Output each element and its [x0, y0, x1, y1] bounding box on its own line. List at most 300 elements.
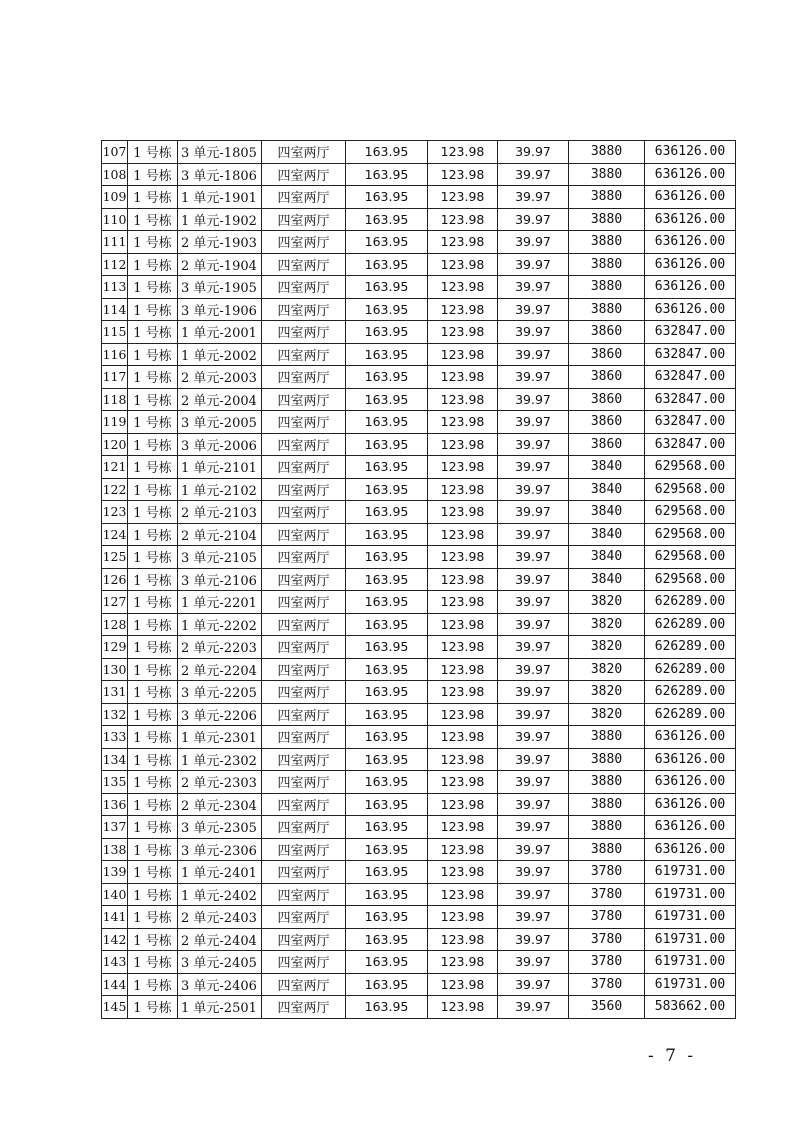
total-area-cell: 163.95 [346, 613, 428, 636]
total-price-cell: 619731.00 [645, 861, 736, 884]
inner-area-cell: 123.98 [428, 366, 498, 389]
total-area-cell: 163.95 [346, 726, 428, 749]
total-area-cell: 163.95 [346, 636, 428, 659]
building-cell: 1 号栋 [128, 141, 178, 164]
table-row [102, 366, 736, 389]
building-cell: 1 号栋 [128, 681, 178, 704]
total-price-cell: 629568.00 [645, 501, 736, 524]
shared-area-cell: 39.97 [498, 703, 569, 726]
building-cell: 1 号栋 [128, 411, 178, 434]
inner-area-cell: 123.98 [428, 816, 498, 839]
unit-price-cell: 3820 [569, 703, 645, 726]
building-cell: 1 号栋 [128, 726, 178, 749]
building-cell: 1 号栋 [128, 906, 178, 929]
total-area-cell: 163.95 [346, 883, 428, 906]
unit-price-cell: 3880 [569, 253, 645, 276]
table-row [102, 861, 736, 884]
table-row [102, 253, 736, 276]
inner-area-cell: 123.98 [428, 231, 498, 254]
table-row [102, 838, 736, 861]
row-number-cell: 130 [102, 658, 128, 681]
inner-area-cell: 123.98 [428, 613, 498, 636]
table-row [102, 501, 736, 524]
shared-area-cell: 39.97 [498, 163, 569, 186]
row-number-cell: 131 [102, 681, 128, 704]
building-cell: 1 号栋 [128, 186, 178, 209]
building-cell: 1 号栋 [128, 771, 178, 794]
shared-area-cell: 39.97 [498, 298, 569, 321]
total-price-cell: 583662.00 [645, 996, 736, 1019]
row-number-cell: 117 [102, 366, 128, 389]
row-number-cell: 115 [102, 321, 128, 344]
unit-price-cell: 3880 [569, 748, 645, 771]
building-cell: 1 号栋 [128, 816, 178, 839]
total-price-cell: 626289.00 [645, 636, 736, 659]
layout-cell: 四室两厅 [262, 253, 346, 276]
layout-cell: 四室两厅 [262, 996, 346, 1019]
layout-cell: 四室两厅 [262, 141, 346, 164]
inner-area-cell: 123.98 [428, 658, 498, 681]
total-price-cell: 629568.00 [645, 456, 736, 479]
total-price-cell: 619731.00 [645, 928, 736, 951]
row-number-cell: 133 [102, 726, 128, 749]
total-area-cell: 163.95 [346, 591, 428, 614]
layout-cell: 四室两厅 [262, 613, 346, 636]
row-number-cell: 107 [102, 141, 128, 164]
layout-cell: 四室两厅 [262, 546, 346, 569]
inner-area-cell: 123.98 [428, 433, 498, 456]
unit-room-cell: 2 单元-2003 [178, 366, 262, 389]
inner-area-cell: 123.98 [428, 681, 498, 704]
table-row [102, 208, 736, 231]
unit-room-cell: 2 单元-2304 [178, 793, 262, 816]
total-area-cell: 163.95 [346, 163, 428, 186]
unit-room-cell: 1 单元-2401 [178, 861, 262, 884]
shared-area-cell: 39.97 [498, 523, 569, 546]
building-cell: 1 号栋 [128, 501, 178, 524]
table-row [102, 613, 736, 636]
total-area-cell: 163.95 [346, 816, 428, 839]
total-area-cell: 163.95 [346, 793, 428, 816]
total-price-cell: 636126.00 [645, 748, 736, 771]
row-number-cell: 109 [102, 186, 128, 209]
layout-cell: 四室两厅 [262, 838, 346, 861]
unit-room-cell: 3 单元-2205 [178, 681, 262, 704]
row-number-cell: 125 [102, 546, 128, 569]
inner-area-cell: 123.98 [428, 321, 498, 344]
unit-room-cell: 1 单元-2402 [178, 883, 262, 906]
layout-cell: 四室两厅 [262, 478, 346, 501]
building-cell: 1 号栋 [128, 883, 178, 906]
total-area-cell: 163.95 [346, 411, 428, 434]
layout-cell: 四室两厅 [262, 636, 346, 659]
row-number-cell: 135 [102, 771, 128, 794]
inner-area-cell: 123.98 [428, 141, 498, 164]
total-price-cell: 632847.00 [645, 411, 736, 434]
unit-room-cell: 1 单元-2201 [178, 591, 262, 614]
total-price-cell: 626289.00 [645, 703, 736, 726]
total-area-cell: 163.95 [346, 568, 428, 591]
row-number-cell: 120 [102, 433, 128, 456]
unit-room-cell: 3 单元-2306 [178, 838, 262, 861]
inner-area-cell: 123.98 [428, 838, 498, 861]
total-area-cell: 163.95 [346, 186, 428, 209]
row-number-cell: 124 [102, 523, 128, 546]
shared-area-cell: 39.97 [498, 793, 569, 816]
layout-cell: 四室两厅 [262, 276, 346, 299]
total-price-cell: 636126.00 [645, 298, 736, 321]
row-number-cell: 108 [102, 163, 128, 186]
table-row [102, 523, 736, 546]
unit-room-cell: 3 单元-1806 [178, 163, 262, 186]
total-area-cell: 163.95 [346, 388, 428, 411]
inner-area-cell: 123.98 [428, 276, 498, 299]
row-number-cell: 136 [102, 793, 128, 816]
unit-room-cell: 1 单元-2301 [178, 726, 262, 749]
table-row [102, 928, 736, 951]
inner-area-cell: 123.98 [428, 636, 498, 659]
unit-room-cell: 1 单元-1902 [178, 208, 262, 231]
inner-area-cell: 123.98 [428, 478, 498, 501]
unit-price-cell: 3780 [569, 951, 645, 974]
unit-room-cell: 3 单元-2105 [178, 546, 262, 569]
shared-area-cell: 39.97 [498, 186, 569, 209]
total-price-cell: 626289.00 [645, 658, 736, 681]
shared-area-cell: 39.97 [498, 906, 569, 929]
total-area-cell: 163.95 [346, 343, 428, 366]
table-row [102, 816, 736, 839]
unit-room-cell: 1 单元-2101 [178, 456, 262, 479]
building-cell: 1 号栋 [128, 636, 178, 659]
layout-cell: 四室两厅 [262, 883, 346, 906]
building-cell: 1 号栋 [128, 208, 178, 231]
layout-cell: 四室两厅 [262, 816, 346, 839]
layout-cell: 四室两厅 [262, 163, 346, 186]
inner-area-cell: 123.98 [428, 951, 498, 974]
building-cell: 1 号栋 [128, 253, 178, 276]
layout-cell: 四室两厅 [262, 973, 346, 996]
shared-area-cell: 39.97 [498, 861, 569, 884]
unit-price-cell: 3860 [569, 343, 645, 366]
unit-room-cell: 2 单元-2303 [178, 771, 262, 794]
shared-area-cell: 39.97 [498, 343, 569, 366]
row-number-cell: 127 [102, 591, 128, 614]
table-row [102, 996, 736, 1019]
layout-cell: 四室两厅 [262, 433, 346, 456]
total-area-cell: 163.95 [346, 973, 428, 996]
shared-area-cell: 39.97 [498, 501, 569, 524]
unit-price-cell: 3860 [569, 321, 645, 344]
unit-room-cell: 3 单元-2106 [178, 568, 262, 591]
layout-cell: 四室两厅 [262, 343, 346, 366]
row-number-cell: 126 [102, 568, 128, 591]
total-price-cell: 636126.00 [645, 816, 736, 839]
unit-price-cell: 3820 [569, 681, 645, 704]
total-area-cell: 163.95 [346, 523, 428, 546]
table-row [102, 793, 736, 816]
building-cell: 1 号栋 [128, 343, 178, 366]
inner-area-cell: 123.98 [428, 793, 498, 816]
unit-price-cell: 3820 [569, 613, 645, 636]
unit-room-cell: 2 单元-2204 [178, 658, 262, 681]
shared-area-cell: 39.97 [498, 433, 569, 456]
unit-price-cell: 3840 [569, 456, 645, 479]
row-number-cell: 113 [102, 276, 128, 299]
unit-price-cell: 3880 [569, 793, 645, 816]
inner-area-cell: 123.98 [428, 591, 498, 614]
unit-price-cell: 3880 [569, 726, 645, 749]
unit-price-cell: 3860 [569, 388, 645, 411]
unit-price-cell: 3780 [569, 928, 645, 951]
unit-room-cell: 1 单元-2002 [178, 343, 262, 366]
unit-price-cell: 3840 [569, 478, 645, 501]
layout-cell: 四室两厅 [262, 231, 346, 254]
layout-cell: 四室两厅 [262, 771, 346, 794]
total-area-cell: 163.95 [346, 681, 428, 704]
inner-area-cell: 123.98 [428, 163, 498, 186]
building-cell: 1 号栋 [128, 658, 178, 681]
inner-area-cell: 123.98 [428, 861, 498, 884]
shared-area-cell: 39.97 [498, 253, 569, 276]
table-row [102, 883, 736, 906]
layout-cell: 四室两厅 [262, 298, 346, 321]
unit-price-cell: 3780 [569, 883, 645, 906]
building-cell: 1 号栋 [128, 793, 178, 816]
total-price-cell: 636126.00 [645, 276, 736, 299]
row-number-cell: 138 [102, 838, 128, 861]
inner-area-cell: 123.98 [428, 298, 498, 321]
layout-cell: 四室两厅 [262, 568, 346, 591]
shared-area-cell: 39.97 [498, 816, 569, 839]
unit-price-cell: 3880 [569, 276, 645, 299]
total-area-cell: 163.95 [346, 928, 428, 951]
unit-price-cell: 3880 [569, 231, 645, 254]
table-row [102, 591, 736, 614]
unit-room-cell: 2 单元-2404 [178, 928, 262, 951]
unit-price-cell: 3860 [569, 366, 645, 389]
shared-area-cell: 39.97 [498, 591, 569, 614]
shared-area-cell: 39.97 [498, 928, 569, 951]
row-number-cell: 121 [102, 456, 128, 479]
row-number-cell: 132 [102, 703, 128, 726]
table-row [102, 771, 736, 794]
unit-room-cell: 1 单元-2102 [178, 478, 262, 501]
building-cell: 1 号栋 [128, 996, 178, 1019]
unit-price-cell: 3820 [569, 658, 645, 681]
building-cell: 1 号栋 [128, 388, 178, 411]
building-cell: 1 号栋 [128, 973, 178, 996]
shared-area-cell: 39.97 [498, 771, 569, 794]
unit-price-cell: 3820 [569, 591, 645, 614]
layout-cell: 四室两厅 [262, 951, 346, 974]
total-price-cell: 636126.00 [645, 726, 736, 749]
building-cell: 1 号栋 [128, 748, 178, 771]
unit-room-cell: 2 单元-2103 [178, 501, 262, 524]
unit-price-cell: 3780 [569, 861, 645, 884]
shared-area-cell: 39.97 [498, 321, 569, 344]
layout-cell: 四室两厅 [262, 658, 346, 681]
table-row [102, 658, 736, 681]
total-area-cell: 163.95 [346, 253, 428, 276]
unit-price-cell: 3880 [569, 208, 645, 231]
unit-room-cell: 1 单元-2501 [178, 996, 262, 1019]
table-row [102, 636, 736, 659]
inner-area-cell: 123.98 [428, 411, 498, 434]
inner-area-cell: 123.98 [428, 456, 498, 479]
row-number-cell: 116 [102, 343, 128, 366]
total-area-cell: 163.95 [346, 861, 428, 884]
total-price-cell: 632847.00 [645, 366, 736, 389]
unit-price-cell: 3880 [569, 163, 645, 186]
row-number-cell: 141 [102, 906, 128, 929]
row-number-cell: 110 [102, 208, 128, 231]
total-price-cell: 632847.00 [645, 433, 736, 456]
total-price-cell: 636126.00 [645, 186, 736, 209]
total-area-cell: 163.95 [346, 951, 428, 974]
total-area-cell: 163.95 [346, 456, 428, 479]
total-price-cell: 629568.00 [645, 546, 736, 569]
layout-cell: 四室两厅 [262, 208, 346, 231]
layout-cell: 四室两厅 [262, 321, 346, 344]
table-row [102, 433, 736, 456]
inner-area-cell: 123.98 [428, 928, 498, 951]
row-number-cell: 118 [102, 388, 128, 411]
layout-cell: 四室两厅 [262, 861, 346, 884]
unit-price-cell: 3780 [569, 906, 645, 929]
inner-area-cell: 123.98 [428, 546, 498, 569]
shared-area-cell: 39.97 [498, 208, 569, 231]
shared-area-cell: 39.97 [498, 276, 569, 299]
shared-area-cell: 39.97 [498, 726, 569, 749]
unit-room-cell: 2 单元-2203 [178, 636, 262, 659]
layout-cell: 四室两厅 [262, 501, 346, 524]
unit-price-cell: 3840 [569, 546, 645, 569]
shared-area-cell: 39.97 [498, 748, 569, 771]
unit-price-cell: 3560 [569, 996, 645, 1019]
building-cell: 1 号栋 [128, 366, 178, 389]
layout-cell: 四室两厅 [262, 726, 346, 749]
total-price-cell: 636126.00 [645, 141, 736, 164]
building-cell: 1 号栋 [128, 928, 178, 951]
table-row [102, 568, 736, 591]
unit-room-cell: 2 单元-2104 [178, 523, 262, 546]
total-price-cell: 619731.00 [645, 906, 736, 929]
layout-cell: 四室两厅 [262, 793, 346, 816]
total-price-cell: 632847.00 [645, 321, 736, 344]
total-area-cell: 163.95 [346, 501, 428, 524]
row-number-cell: 139 [102, 861, 128, 884]
layout-cell: 四室两厅 [262, 703, 346, 726]
table-row [102, 748, 736, 771]
total-area-cell: 163.95 [346, 298, 428, 321]
total-price-cell: 629568.00 [645, 568, 736, 591]
total-price-cell: 632847.00 [645, 343, 736, 366]
shared-area-cell: 39.97 [498, 456, 569, 479]
inner-area-cell: 123.98 [428, 186, 498, 209]
total-area-cell: 163.95 [346, 433, 428, 456]
total-area-cell: 163.95 [346, 321, 428, 344]
table-row [102, 141, 736, 164]
row-number-cell: 137 [102, 816, 128, 839]
unit-room-cell: 2 单元-2004 [178, 388, 262, 411]
inner-area-cell: 123.98 [428, 388, 498, 411]
unit-price-cell: 3880 [569, 816, 645, 839]
inner-area-cell: 123.98 [428, 208, 498, 231]
building-cell: 1 号栋 [128, 861, 178, 884]
unit-room-cell: 3 单元-1805 [178, 141, 262, 164]
shared-area-cell: 39.97 [498, 613, 569, 636]
total-area-cell: 163.95 [346, 996, 428, 1019]
total-price-cell: 636126.00 [645, 793, 736, 816]
table-body [102, 141, 736, 1019]
inner-area-cell: 123.98 [428, 253, 498, 276]
layout-cell: 四室两厅 [262, 523, 346, 546]
unit-room-cell: 1 单元-1901 [178, 186, 262, 209]
unit-room-cell: 2 单元-1904 [178, 253, 262, 276]
total-area-cell: 163.95 [346, 546, 428, 569]
unit-price-cell: 3820 [569, 636, 645, 659]
total-price-cell: 629568.00 [645, 478, 736, 501]
unit-price-cell: 3840 [569, 501, 645, 524]
total-price-cell: 636126.00 [645, 838, 736, 861]
shared-area-cell: 39.97 [498, 546, 569, 569]
building-cell: 1 号栋 [128, 231, 178, 254]
unit-price-cell: 3880 [569, 838, 645, 861]
row-number-cell: 114 [102, 298, 128, 321]
layout-cell: 四室两厅 [262, 591, 346, 614]
inner-area-cell: 123.98 [428, 996, 498, 1019]
layout-cell: 四室两厅 [262, 411, 346, 434]
table-row [102, 231, 736, 254]
unit-price-cell: 3880 [569, 298, 645, 321]
building-cell: 1 号栋 [128, 276, 178, 299]
total-area-cell: 163.95 [346, 478, 428, 501]
shared-area-cell: 39.97 [498, 141, 569, 164]
shared-area-cell: 39.97 [498, 681, 569, 704]
row-number-cell: 122 [102, 478, 128, 501]
table-row [102, 703, 736, 726]
layout-cell: 四室两厅 [262, 388, 346, 411]
shared-area-cell: 39.97 [498, 478, 569, 501]
table-row [102, 951, 736, 974]
row-number-cell: 128 [102, 613, 128, 636]
table-row [102, 163, 736, 186]
table-row [102, 456, 736, 479]
table-row [102, 906, 736, 929]
row-number-cell: 145 [102, 996, 128, 1019]
building-cell: 1 号栋 [128, 838, 178, 861]
total-price-cell: 632847.00 [645, 388, 736, 411]
unit-price-cell: 3860 [569, 411, 645, 434]
total-price-cell: 626289.00 [645, 591, 736, 614]
table-row [102, 973, 736, 996]
housing-price-table [101, 140, 736, 1019]
unit-room-cell: 3 单元-2206 [178, 703, 262, 726]
layout-cell: 四室两厅 [262, 906, 346, 929]
shared-area-cell: 39.97 [498, 883, 569, 906]
inner-area-cell: 123.98 [428, 703, 498, 726]
total-price-cell: 636126.00 [645, 231, 736, 254]
table-row [102, 411, 736, 434]
unit-price-cell: 3840 [569, 523, 645, 546]
layout-cell: 四室两厅 [262, 456, 346, 479]
shared-area-cell: 39.97 [498, 388, 569, 411]
unit-price-cell: 3780 [569, 973, 645, 996]
unit-price-cell: 3880 [569, 771, 645, 794]
row-number-cell: 140 [102, 883, 128, 906]
inner-area-cell: 123.98 [428, 771, 498, 794]
shared-area-cell: 39.97 [498, 231, 569, 254]
